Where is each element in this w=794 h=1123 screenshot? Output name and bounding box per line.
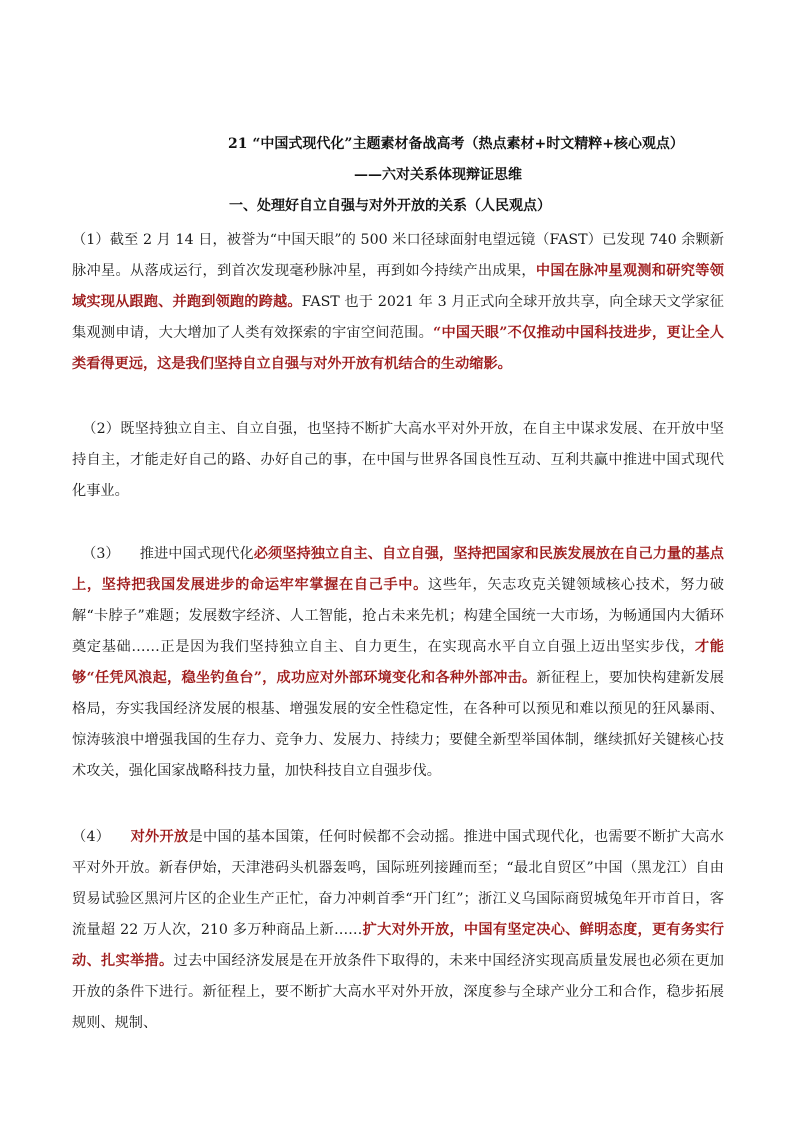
paragraph-text: 新征程上，要加快构建新发展格局，夯实我国经济发展的根基、增强发展的安全性稳定性，在各种可以预见和难以预见的狂风暴雨、惊涛骇浪中增强我国的生存力、竞争力、发展力、持续力；要健全新型举国体制，继续抓好关键核心技术攻关，强化国家战略科技力量，加快科技自立自强步伐。 — [72, 670, 724, 779]
paragraph-text: 这些年，矢志攻克关键领域核心技术，努力破解“卡脖子”难题；发展数字经济、人工智能，抢占未来先机；构建全国统一大市场，为畅通国内大循环奠定基础……正是因为我们坚持独立自主、自力更生，在实现高水平自立自强上迈出坚实步伐， — [72, 577, 724, 655]
paragraph-3 — [72, 539, 724, 787]
paragraph-2 — [72, 414, 724, 507]
highlighted-text: 必须坚持独立自主、自立自强，坚持把国家和民族发展放在自己力量的基点上，坚持把我国发展进步的命运牢牢掌握在自己手中。 — [72, 546, 724, 593]
highlighted-text: 对外开放 — [130, 829, 189, 845]
paragraph-text: FAST 也于 2021 年 3 月正式向全球开放共享，向全球天文学家征集观测申请，大大增加了人类有效探索的宇宙空间范围。 — [72, 294, 724, 341]
highlighted-text: 才能够“任凭风浪起，稳坐钓鱼台”，成功应对外部环境变化和各种外部冲击。 — [72, 639, 724, 686]
highlighted-text: 中国在脉冲星观测和研究等领域实现从跟跑、并跑到领跑的跨越。 — [72, 263, 724, 310]
document-subtitle: ——六对关系体现辩证思维 — [354, 167, 522, 183]
paragraph-4 — [72, 822, 724, 1039]
paragraph-text: 是中国的基本国策，任何时候都不会动摇。推进中国式现代化，也需要不断扩大高水平对外开放。新春伊始，天津港码头机器轰鸣，国际班列接踵而至；“最北自贸区”中国（黑龙江）自由贸易试验区黑河片区的企业生产正忙，奋力冲刺首季“开门红”；浙江义乌国际商贸城兔年开市首日，客流量超 22 万人次，210 多万种商品上新…… — [72, 829, 724, 938]
paragraph-1 — [72, 225, 724, 380]
paragraph-text: 推进中国式现代化 — [139, 546, 254, 562]
highlighted-text: 扩大对外开放，中国有坚定决心、鲜明态度，更有务实行动、扎实举措。 — [72, 922, 724, 969]
section-heading: 一、处理好自立自强与对外开放的关系（人民观点） — [229, 198, 551, 214]
document-title: 21 “中国式现代化”主题素材备战高考（热点素材+时文精粹+核心观点） — [228, 136, 684, 152]
paragraph-text: 既坚持独立自主、自立自强，也坚持不断扩大高水平对外开放，在自主中谋求发展、在开放中坚持自主，才能走好自己的路、办好自己的事，在中国与世界各国良性互动、互利共赢中推进中国式现代化事业。 — [72, 421, 724, 499]
paragraph-text: 截至 2 月 14 日，被誉为“中国天眼”的 500 米口径球面射电望远镜（FAST）已发现 740 余颗新脉冲星。从落成运行，到首次发现毫秒脉冲星，再到如今持续产出成果， — [72, 232, 724, 279]
paragraph-text: 过去中国经济发展是在开放条件下取得的，未来中国经济实现高质量发展也必须在更加开放的条件下进行。新征程上，要不断扩大高水平对外开放，深度参与全球产业分工和合作，稳步拓展规则、规制、 — [72, 953, 724, 1031]
paragraph-index: （3） — [82, 546, 120, 562]
highlighted-text: “中国天眼”不仅推动中国科技进步，更让全人类看得更远，这是我们坚持自立自强与对外开放有机结合的生动缩影。 — [72, 325, 724, 372]
paragraph-index: （2） — [82, 421, 121, 437]
paragraph-index: （1） — [72, 232, 110, 248]
paragraph-index: （4） — [72, 829, 111, 845]
